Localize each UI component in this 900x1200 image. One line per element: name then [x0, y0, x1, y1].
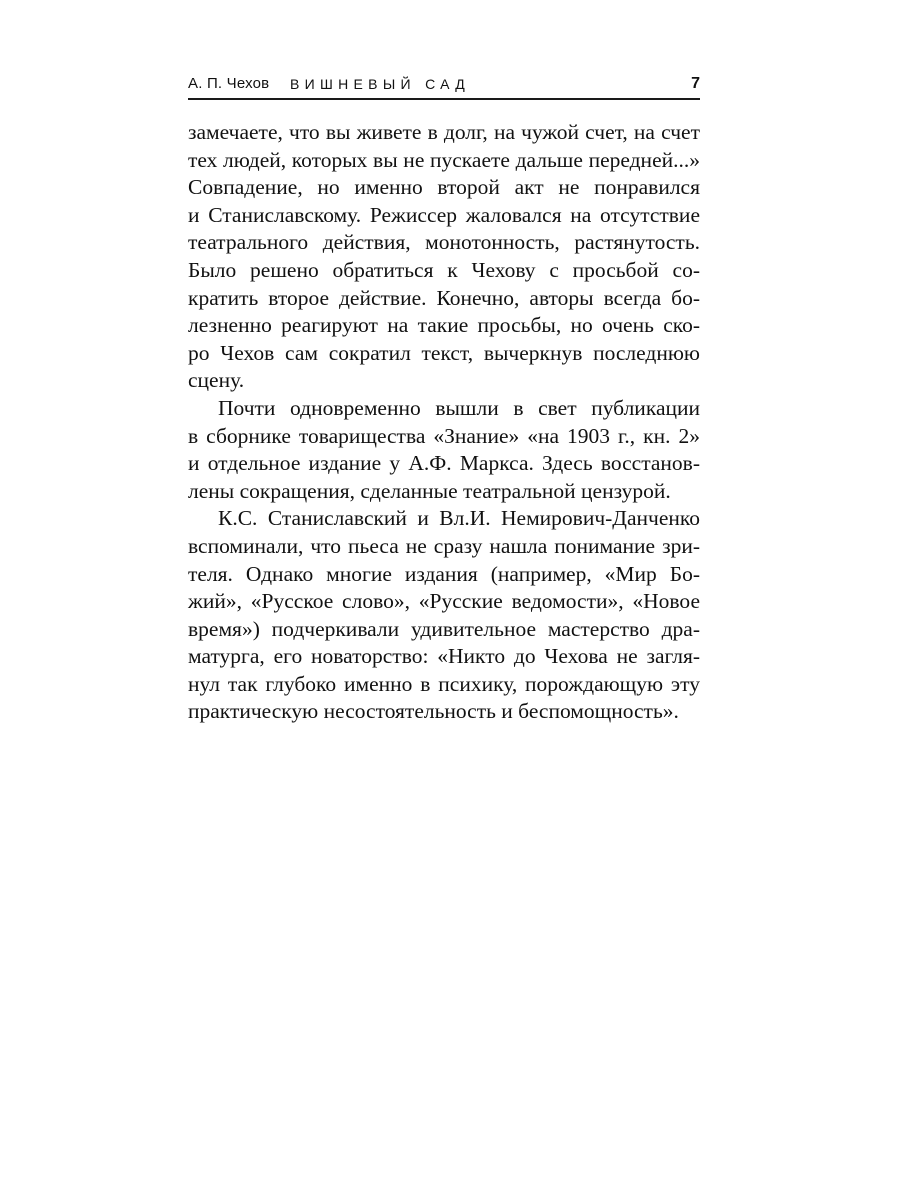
text-line: и отдельное издание у А.Ф. Маркса. Здесь восстанов- — [188, 451, 700, 476]
text-line: вспоминали, что пьеса не сразу нашла понимание зри- — [188, 533, 700, 558]
text-line: ро Чехов сам сократил текст, вычеркнув последнюю — [188, 340, 700, 365]
running-header — [188, 70, 700, 100]
text-line: время») подчеркивали удивительное мастерство дра- — [188, 616, 700, 641]
paragraph — [188, 395, 700, 505]
text-line: замечаете, что вы живете в долг, на чужой счет, на счет — [188, 120, 700, 144]
text-line: Почти одновременно вышли в свет публикации — [218, 395, 700, 420]
text-line: лены сокращения, сделанные театральной цензурой. — [188, 478, 671, 503]
text-line: практическую несостоятельность и беспомощность». — [188, 699, 679, 724]
paragraph — [188, 505, 700, 726]
paragraph — [188, 119, 700, 395]
text-line: сцену. — [188, 368, 245, 393]
text-line: жий», «Русское слово», «Русские ведомости», «Новое — [188, 589, 700, 614]
text-line: К.С. Станиславский и Вл.И. Немирович-Данченко — [218, 506, 700, 531]
text-line: нул так глубоко именно в психику, порождающую эту — [188, 671, 700, 696]
text-line: кратить второе действие. Конечно, авторы всегда бо- — [188, 285, 700, 310]
text-line: театрального действия, монотонность, растянутость. — [188, 230, 700, 255]
text-line: теля. Однако многие издания (например, «Мир Бо- — [188, 561, 700, 586]
text-line: Было решено обратиться к Чехову с просьбой со- — [188, 257, 700, 282]
body-text — [188, 119, 700, 726]
header-work-title: ВИШНЕВЫЙ САД — [290, 76, 471, 92]
text-line: матурга, его новаторство: «Никто до Чехова не загля- — [188, 644, 700, 669]
text-line: Совпадение, но именно второй акт не понравился — [188, 175, 700, 200]
text-line: тех людей, которых вы не пускаете дальше передней...» — [188, 147, 700, 172]
header-author: А. П. Чехов — [188, 75, 270, 92]
text-line: в сборнике товарищества «Знание» «на 1903 г., кн. 2» — [188, 423, 700, 448]
text-line: и Станиславскому. Режиссер жаловался на отсутствие — [188, 202, 700, 227]
page-number: 7 — [691, 75, 700, 92]
text-line: лезненно реагируют на такие просьбы, но очень ско- — [188, 313, 700, 338]
